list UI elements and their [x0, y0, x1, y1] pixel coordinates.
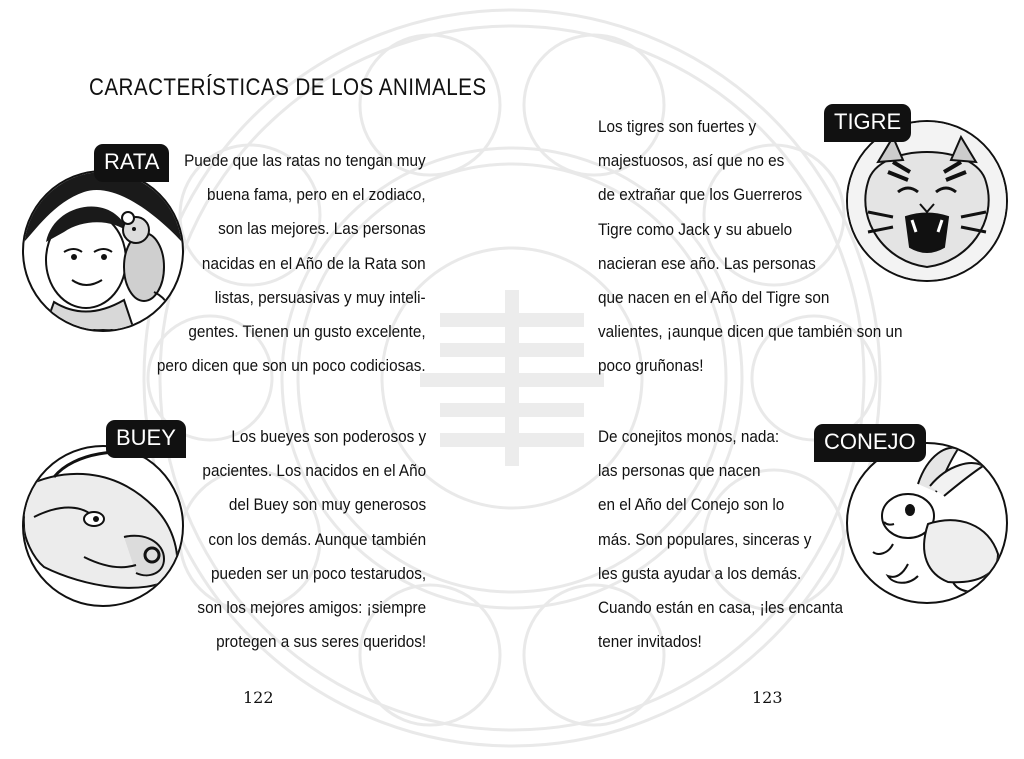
buey-line: protegen a sus seres queridos!	[215, 632, 426, 652]
buey-line: con los demás. Aunque también	[208, 529, 426, 549]
rata-line: pero dicen que son un poco codiciosas.	[157, 356, 426, 376]
rata-line: gentes. Tienen un gusto excelente,	[188, 322, 426, 342]
conejo-line: Cuando están en casa, ¡les encanta	[598, 598, 843, 618]
buey-label: BUEY	[106, 420, 186, 458]
tigre-line: nacieran ese año. Las personas	[598, 253, 816, 273]
tigre-line: de extrañar que los Guerreros	[598, 185, 803, 205]
tigre-line: que nacen en el Año del Tigre son	[598, 288, 830, 308]
rata-description	[157, 144, 426, 383]
rabbit-illustration	[848, 444, 1006, 602]
ox-medallion	[22, 445, 184, 607]
rata-label: RATA	[94, 144, 169, 182]
rata-line: buena fama, pero en el zodiaco,	[207, 185, 426, 205]
tigre-line: Tigre como Jack y su abuelo	[598, 219, 793, 239]
conejo-line: De conejitos monos, nada:	[598, 427, 780, 446]
buey-line: Los bueyes son poderosos y	[231, 427, 426, 446]
tigre-line: majestuosos, así que no es	[598, 151, 785, 171]
page-number-right: 123	[752, 688, 783, 707]
conejo-description	[598, 420, 843, 659]
rata-line: son las mejores. Las personas	[218, 219, 426, 239]
rata-line: Puede que las ratas no tengan muy	[184, 151, 426, 170]
rata-line: nacidas en el Año de la Rata son	[202, 253, 426, 273]
buey-line: son los mejores amigos: ¡siempre	[197, 598, 426, 618]
tigre-label: TIGRE	[824, 104, 911, 142]
rabbit-medallion	[846, 442, 1008, 604]
conejo-line: les gusta ayudar a los demás.	[598, 563, 802, 583]
conejo-line: en el Año del Conejo son lo	[598, 495, 785, 515]
buey-line: del Buey son muy generosos	[228, 495, 426, 515]
conejo-line: tener invitados!	[598, 632, 702, 652]
page-number-left: 122	[243, 688, 274, 707]
conejo-line: las personas que nacen	[598, 461, 761, 481]
tigre-line: Los tigres son fuertes y	[598, 117, 757, 136]
rata-line: listas, persuasivas y muy inteli-	[215, 287, 426, 307]
page-heading: CARACTERÍSTICAS DE LOS ANIMALES	[89, 74, 487, 101]
tigre-line: poco gruñonas!	[598, 356, 704, 376]
buey-line: pacientes. Los nacidos en el Año	[202, 461, 426, 481]
buey-line: pueden ser un poco testarudos,	[210, 563, 426, 583]
ox-illustration	[24, 447, 182, 605]
tigre-description	[598, 110, 903, 384]
conejo-line: más. Son populares, sinceras y	[598, 529, 812, 549]
tigre-line: valientes, ¡aunque dicen que también son un	[598, 322, 903, 342]
conejo-label: CONEJO	[814, 424, 926, 462]
buey-description	[197, 420, 426, 659]
